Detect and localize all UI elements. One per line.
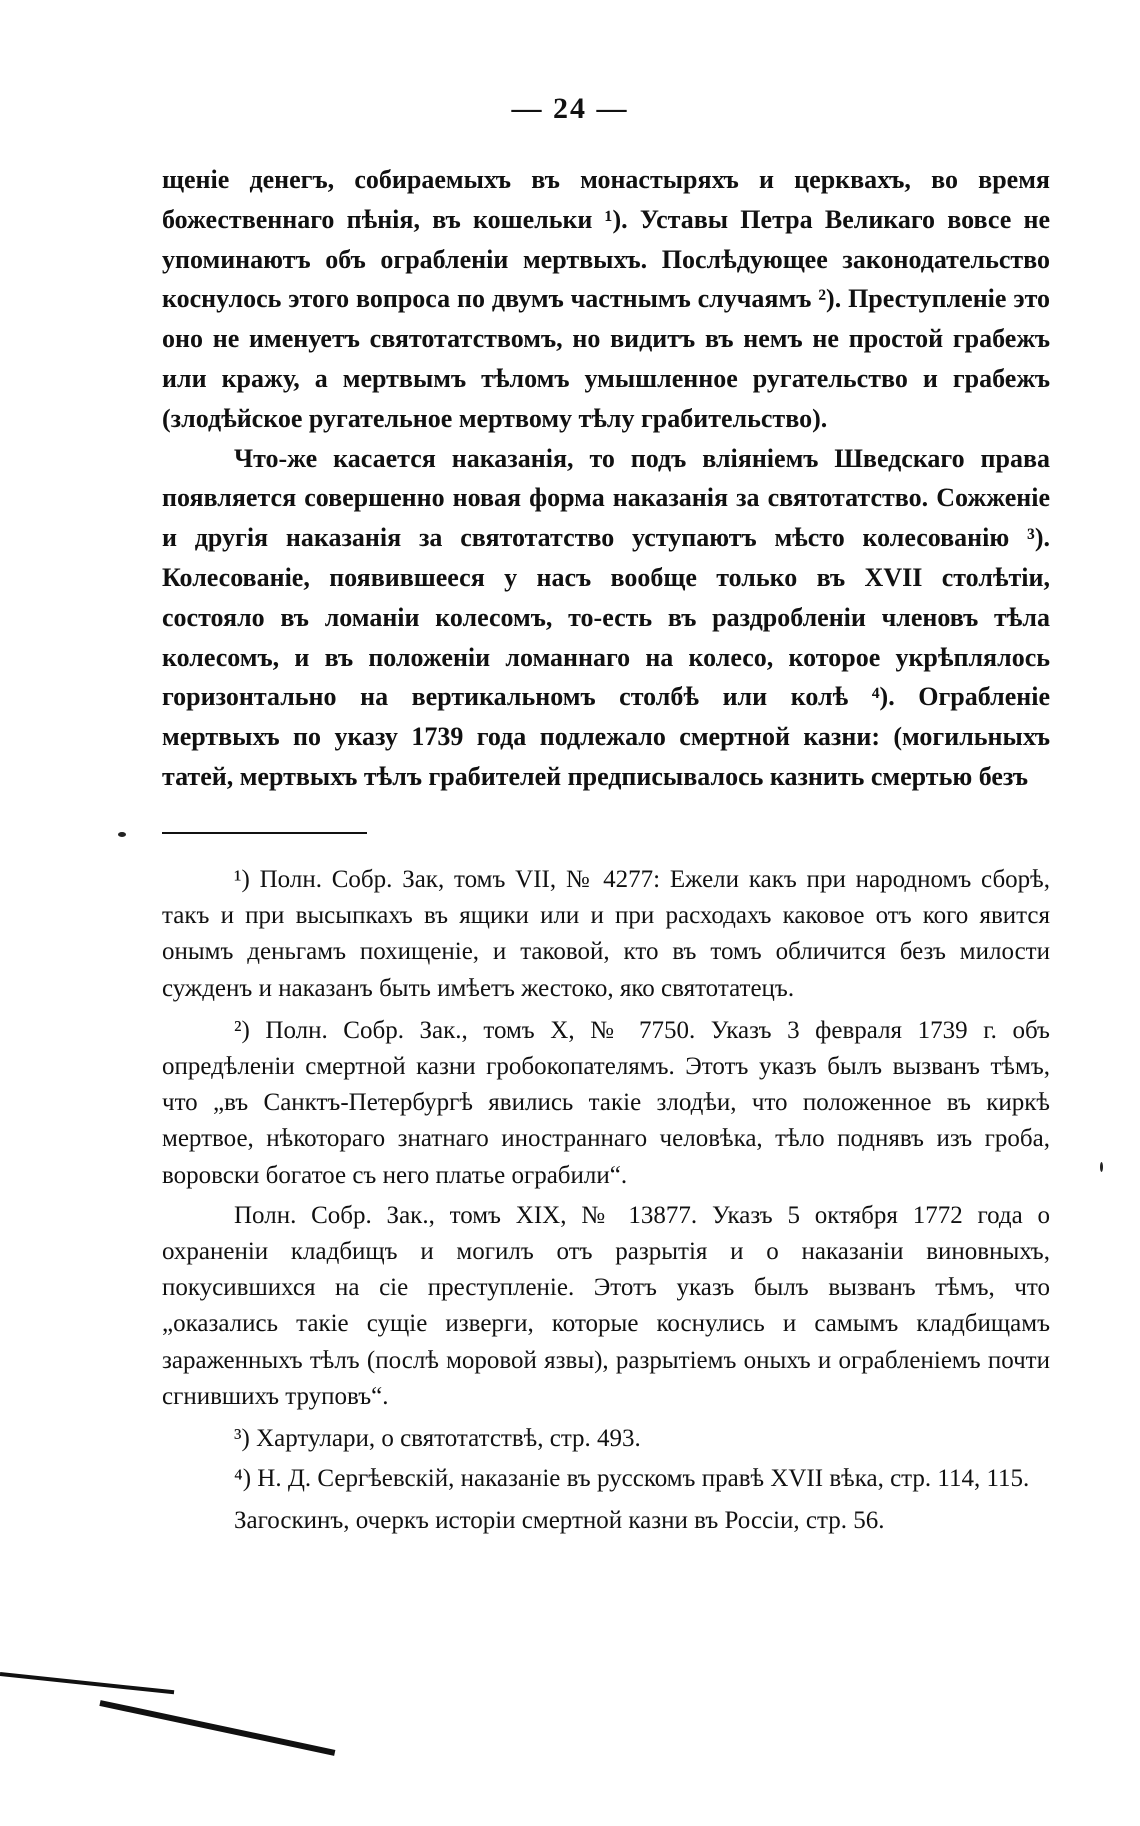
paragraph: Что-же касается наказанія, то подъ вліяніемъ Шведскаго права появляется совершенно новая форма наказанія за святотатство. Сожженіе и другія наказанія за святотатство уступаютъ мѣсто колесованію ³). Колесованіе, появившееся у насъ вообще только въ XVII столѣтіи, состояло въ ломаніи колесомъ, то-есть въ раздробленіи членовъ тѣла колесомъ, и въ положеніи ломаннаго на колесо, которое укрѣплялось горизонтально на вертикальномъ столбѣ или колѣ ⁴). Ограбленіе мертвыхъ по указу 1739 года подлежало смертной казни: (могильныхъ татей, мертвыхъ тѣлъ грабителей предписывалось казнить смертью безъ: [162, 443, 1050, 791]
scan-mark: [0, 1672, 174, 1694]
page-number: — 24 —: [511, 92, 629, 125]
scan-speck: [1100, 1162, 1103, 1172]
paragraph: щеніе денегъ, собираемыхъ въ монастыряхъ и церквахъ, во время божественнаго пѣнія, въ кошельки ¹). Уставы Петра Великаго вовсе не упоминаютъ объ ограбленіи мертвыхъ. Послѣдующее законодательство коснулось этого вопроса по двумъ частнымъ случаямъ ²). Преступленіе это оно не именуетъ святотатствомъ, но видитъ въ немъ не простой грабежъ или кражу, а мертвымъ тѣломъ умышленное ругательство и грабежъ (злодѣйское ругательное мертвому тѣлу грабительство).: [162, 165, 1050, 433]
footnotes: [162, 862, 1050, 1546]
footnote-4-continued: Загоскинъ, очеркъ исторіи смертной казни въ Россіи, стр. 56.: [234, 1507, 885, 1535]
footnote-4: ⁴) Н. Д. Сергѣевскій, наказаніе въ русскомъ правѣ XVII вѣка, стр. 114, 115.: [234, 1465, 1030, 1493]
footnote-1: ¹) Полн. Собр. Зак, томъ VII, № 4277: Ежели какъ при народномъ сборѣ, такъ и при высыпкахъ въ ящики или и при расходахъ каковое отъ кого явится онымъ деньгамъ похищеніе, и таковой, кто въ томъ обличится безъ милости сужденъ и наказанъ быть имѣетъ жестоко, яко святотатецъ.: [162, 866, 1050, 1002]
scan-speck: [118, 832, 126, 837]
footnote-3: ³) Хартулари, о святотатствѣ, стр. 493.: [234, 1425, 641, 1453]
main-text: [162, 160, 1050, 797]
footnote-2-continued: Полн. Собр. Зак., томъ XIX, № 13877. Указъ 5 октября 1772 года о охраненіи кладбищъ и могилъ отъ разрытія и о наказаніи виновныхъ, покусившихся на сіе преступленіе. Этотъ указъ былъ вызванъ тѣмъ, что „оказались такіе сущіе изверги, которые коснулись и самымъ кладбищамъ зараженныхъ тѣлъ (послѣ моровой язвы), разрытіемъ оныхъ и ограбленіемъ почти сгнившихъ труповъ“.: [162, 1201, 1050, 1410]
scan-mark: [99, 1700, 335, 1756]
footnote-separator: [162, 832, 367, 834]
footnote-2: ²) Полн. Собр. Зак., томъ X, № 7750. Указъ 3 февраля 1739 г. объ опредѣленіи смертной казни гробокопателямъ. Этотъ указъ былъ вызванъ тѣмъ, что „въ Санктъ-Петербургѣ явились такіе злодѣи, что положенное въ киркѣ мертвое, нѣкотораго знатнаго иностраннаго человѣка, тѣло поднявъ изъ гроба, воровски богатое съ него платье ограбили“.: [162, 1016, 1050, 1189]
